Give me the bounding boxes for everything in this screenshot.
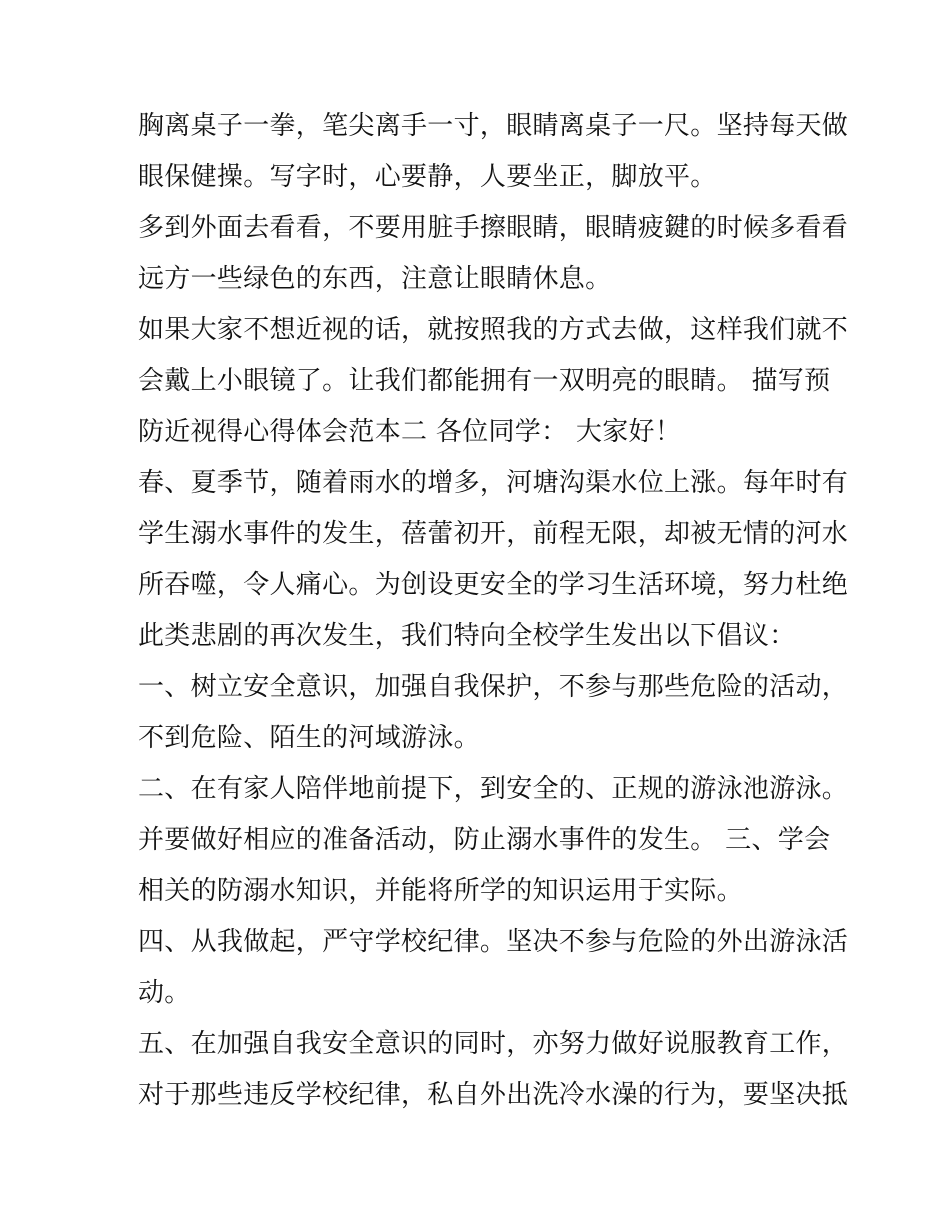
text-line: 四、从我做起，严守学校纪律。坚决不参与危险的外出游泳活 <box>138 927 849 957</box>
text-line: 并要做好相应的准备活动，防止溺水事件的发生。 三、学会 <box>138 825 831 855</box>
text-line: 动。 <box>138 978 191 1008</box>
text-line: 如果大家不想近视的话，就按照我的方式去做，这样我们就不 <box>138 315 849 345</box>
text-line: 远方一些绿色的东西，注意让眼睛休息。 <box>138 264 612 294</box>
text-line: 眼保健操。写字时，心要静，人要坐正，脚放平。 <box>138 162 717 192</box>
text-line: 防近视得心得体会范本二 各位同学： 大家好！ <box>138 417 682 447</box>
text-line: 此类悲剧的再次发生，我们特向全校学生发出以下倡议： <box>138 621 796 651</box>
text-line: 五、在加强自我安全意识的同时，亦努力做好说服教育工作， <box>138 1029 849 1059</box>
text-line: 二、在有家人陪伴地前提下，到安全的、正规的游泳池游泳。 <box>138 774 849 804</box>
text-line: 一、树立安全意识，加强自我保护，不参与那些危险的活动， <box>138 672 849 702</box>
text-line: 多到外面去看看，不要用脏手擦眼睛，眼睛疲鍵的时候多看看 <box>138 213 849 243</box>
text-line: 不到危险、陌生的河域游泳。 <box>138 723 480 753</box>
text-line: 学生溺水事件的发生，蓓蕾初开，前程无限，却被无情的河水 <box>138 519 849 549</box>
text-line: 春、夏季节，随着雨水的增多，河塘沟渠水位上涨。每年时有 <box>138 468 849 498</box>
text-line: 对于那些违反学校纪律，私自外出洗冷水澡的行为，要坚决抵 <box>138 1080 849 1110</box>
text-line: 胸离桌子一拳，笔尖离手一寸，眼睛离桌子一尺。坚持每天做 <box>138 111 849 141</box>
text-line: 所吞噬，令人痛心。为创设更安全的学习生活环境，努力杜绝 <box>138 570 849 600</box>
text-line: 相关的防溺水知识，并能将所学的知识运用于实际。 <box>138 876 743 906</box>
text-line: 会戴上小眼镜了。让我们都能拥有一双明亮的眼睛。 描写预 <box>138 366 831 396</box>
body-text <box>138 101 849 1121</box>
